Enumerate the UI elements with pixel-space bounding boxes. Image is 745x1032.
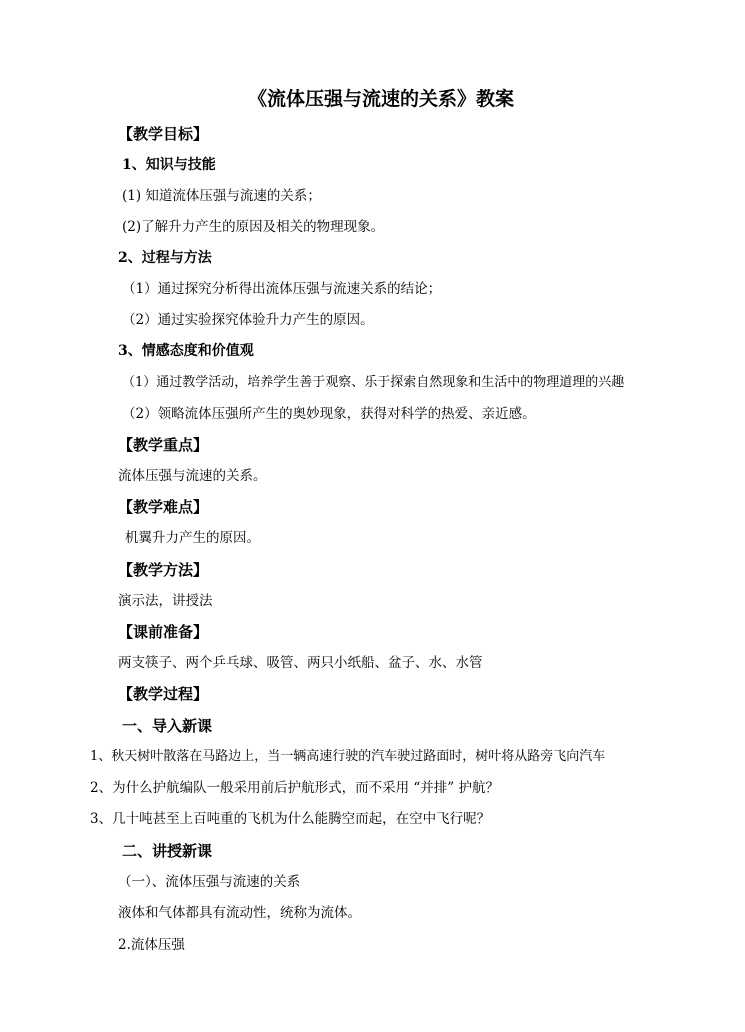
- text-line: 两支筷子、两个乒乓球、吸管、两只小纸船、盆子、水、水管: [118, 655, 483, 671]
- text-line: (2)了解升力产生的原因及相关的物理现象。: [122, 219, 385, 235]
- text-line: 3、几十吨甚至上百吨重的飞机为什么能腾空而起，在空中飞行呢？: [90, 811, 491, 827]
- subheading-attitude-values: 3、情感态度和价值观: [118, 343, 254, 359]
- document-title: 《流体压强与流速的关系》教案: [248, 88, 515, 110]
- text-line: （2）通过实验探究体验升力产生的原因。: [122, 312, 374, 328]
- subheading-new-lesson: 二、讲授新课: [122, 842, 213, 860]
- section-heading-key-points: 【教学重点】: [118, 436, 209, 454]
- subheading-process-method: 2、过程与方法: [118, 250, 212, 266]
- text-line: 流体压强与流速的关系。: [118, 468, 267, 484]
- text-line: （一）、流体压强与流速的关系: [118, 874, 301, 890]
- text-line: （2）领略流体压强所产生的奥妙现象，获得对科学的热爱、亲近感。: [122, 406, 536, 422]
- text-line: 液体和气体都具有流动性，统称为流体。: [118, 905, 361, 921]
- text-line: (1) 知道流体压强与流速的关系；: [122, 188, 321, 204]
- text-line: 1、秋天树叶散落在马路边上，当一辆高速行驶的汽车驶过路面时，树叶将从路旁飞向汽车: [90, 749, 606, 764]
- section-heading-objectives: 【教学目标】: [118, 125, 209, 143]
- section-heading-methods: 【教学方法】: [118, 561, 209, 579]
- text-line: （1）通过探究分析得出流体压强与流速关系的结论；: [122, 281, 442, 297]
- section-heading-preparation: 【课前准备】: [118, 623, 209, 641]
- section-heading-process: 【教学过程】: [118, 685, 209, 703]
- text-line: 演示法，讲授法: [118, 593, 213, 609]
- subheading-knowledge-skills: 1、知识与技能: [122, 157, 216, 173]
- text-line: （1）通过教学活动，培养学生善于观察、乐于探索自然现象和生活中的物理道理的兴趣: [122, 375, 625, 390]
- text-line: 2.流体压强: [118, 937, 185, 953]
- section-heading-difficulties: 【教学难点】: [118, 498, 209, 516]
- text-line: 机翼升力产生的原因。: [125, 530, 260, 546]
- text-line: 2、为什么护航编队一般采用前后护航形式，而不采用 “并排” 护航？: [90, 780, 499, 796]
- subheading-introduction: 一、导入新课: [122, 717, 213, 735]
